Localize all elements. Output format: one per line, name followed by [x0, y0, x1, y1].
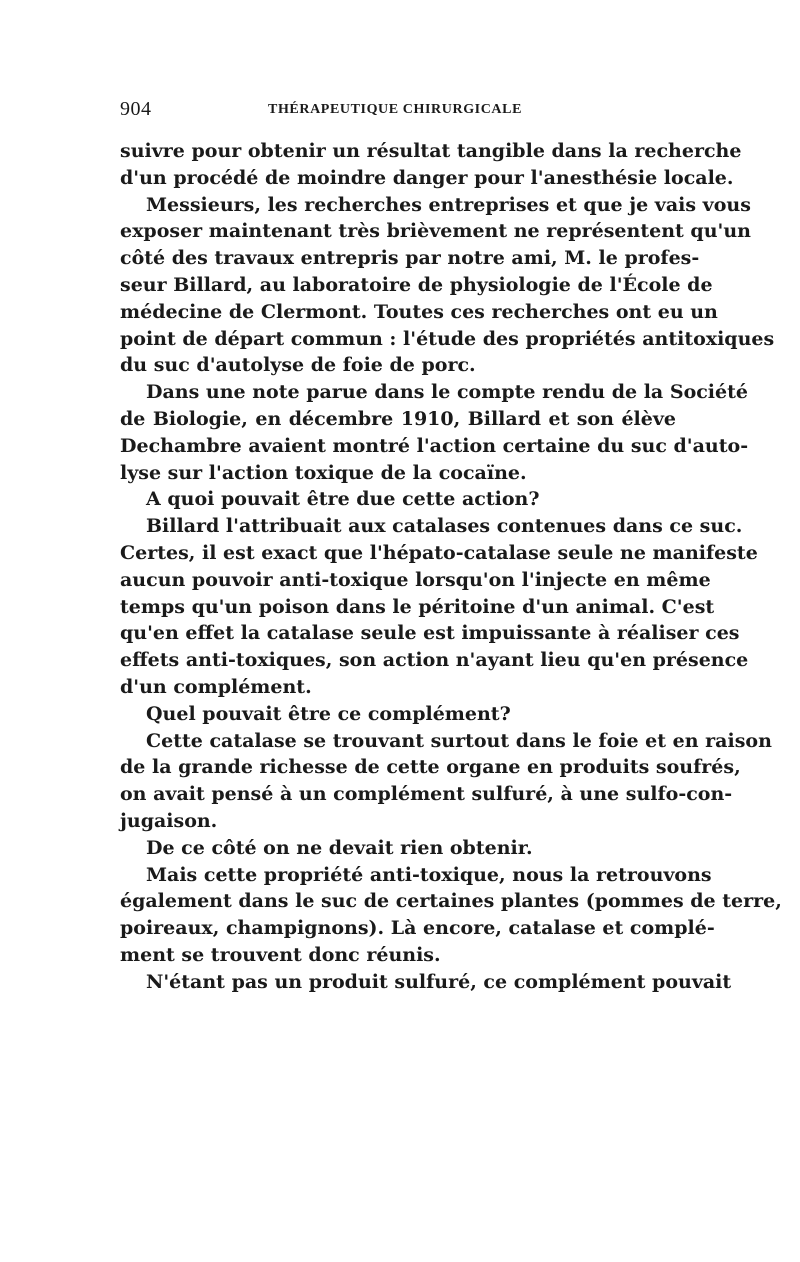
text-line: aucun pouvoir anti-toxique lorsqu'on l'injecte en même: [120, 568, 711, 591]
text-line: qu'en effet la catalase seule est impuissante à réaliser ces: [120, 622, 740, 645]
text-line: médecine de Clermont. Toutes ces recherches ont eu un: [120, 300, 718, 323]
page-number: 904: [120, 98, 152, 120]
text-line: De ce côté on ne devait rien obtenir.: [146, 836, 533, 859]
text-line: Messieurs, les recherches entreprises et que je vais vous: [146, 193, 751, 216]
text-line: d'un complément.: [120, 675, 312, 698]
text-line: jugaison.: [120, 809, 218, 832]
text-line: lyse sur l'action toxique de la cocaïne.: [120, 461, 527, 484]
text-line: poireaux, champignons). Là encore, catalase et complé-: [120, 917, 715, 940]
text-line: d'un procédé de moindre danger pour l'anesthésie locale.: [120, 166, 734, 189]
text-line: point de départ commun : l'étude des propriétés antitoxiques: [120, 327, 775, 350]
text-line: Quel pouvait être ce complément?: [146, 702, 511, 725]
text-line: Dans une note parue dans le compte rendu de la Société: [146, 381, 748, 404]
text-line: côté des travaux entrepris par notre ami, M. le profes-: [120, 247, 700, 270]
text-line: N'étant pas un produit sulfuré, ce complément pouvait: [146, 970, 732, 993]
text-line: ment se trouvent donc réunis.: [120, 943, 441, 966]
text-line: du suc d'autolyse de foie de porc.: [120, 354, 476, 377]
text-line: effets anti-toxiques, son action n'ayant lieu qu'en présence: [120, 649, 749, 672]
text-line: également dans le suc de certaines plantes (pommes de terre,: [120, 890, 782, 913]
text-line: Dechambre avaient montré l'action certaine du suc d'auto-: [120, 434, 749, 457]
text-line: on avait pensé à un complément sulfuré, à une sulfo-con-: [120, 783, 733, 806]
book-page: [120, 98, 782, 996]
text-line: de Biologie, en décembre 1910, Billard et son élève: [120, 407, 676, 430]
text-line: suivre pour obtenir un résultat tangible dans la recherche: [120, 140, 742, 162]
text-line: Cette catalase se trouvant surtout dans le foie et en raison: [146, 729, 772, 752]
text-line: Billard l'attribuait aux catalases contenues dans ce suc.: [146, 515, 743, 538]
text-line: exposer maintenant très brièvement ne représentent qu'un: [120, 220, 751, 243]
body-text: [120, 138, 782, 996]
text-line: Certes, il est exact que l'hépato-catalase seule ne manifeste: [120, 541, 758, 564]
text-line: temps qu'un poison dans le péritoine d'un animal. C'est: [120, 595, 715, 618]
text-line: de la grande richesse de cette organe en produits soufrés,: [120, 756, 741, 779]
text-line: A quoi pouvait être due cette action?: [146, 488, 540, 511]
text-line: seur Billard, au laboratoire de physiologie de l'École de: [120, 273, 713, 296]
running-header: [120, 98, 676, 138]
running-title: THÉRAPEUTIQUE CHIRURGICALE: [268, 102, 523, 117]
text-line: Mais cette propriété anti-toxique, nous la retrouvons: [146, 863, 712, 886]
